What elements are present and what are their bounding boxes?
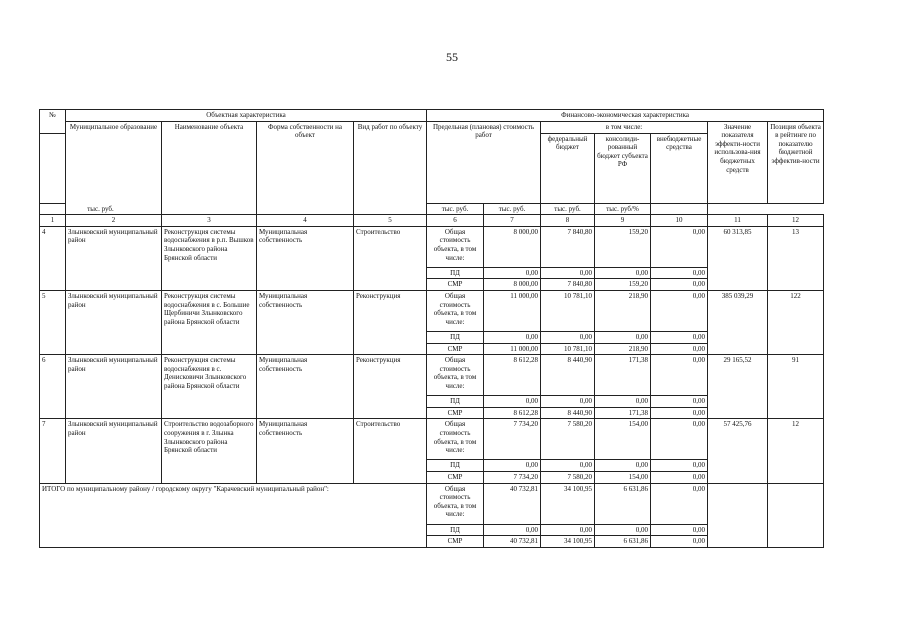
value-federal: 7 580,20 (541, 419, 595, 460)
label-total-cost: Общая стоимость объекта, в том числе: (427, 290, 484, 331)
value-smr: 8 612,28 (484, 407, 541, 419)
label-pd: ПД (427, 331, 484, 343)
value-federal: 8 440,90 (541, 355, 595, 396)
value-pd: 0,00 (651, 331, 708, 343)
header-ownership: Форма собственности на объект (257, 121, 354, 215)
row-no: 5 (40, 290, 66, 354)
value-pd: 0,00 (484, 396, 541, 408)
unit-indicator: тыс. руб/% (595, 203, 651, 215)
col-number: 5 (354, 215, 427, 227)
header-consolidated: консолиди-рованный бюджет субъекта РФ (595, 133, 651, 203)
col-number: 4 (257, 215, 354, 227)
col-number: 6 (427, 215, 484, 227)
value-consolidated: 159,20 (595, 226, 651, 267)
total-smr: 34 100,95 (541, 536, 595, 548)
header-finance-group: Финансово-экономическая характеристика (427, 110, 824, 122)
value-total: 7 734,20 (484, 419, 541, 460)
row-ownership: Муниципальная собственность (257, 355, 354, 419)
row-municipality: Злынковский муниципальный район (66, 419, 162, 483)
table-row (40, 226, 824, 267)
row-ownership: Муниципальная собственность (257, 290, 354, 354)
header-including: в том числе: (541, 121, 708, 133)
col-number: 1 (40, 215, 66, 227)
total-position (768, 483, 824, 547)
value-pd: 0,00 (484, 331, 541, 343)
col-number: 12 (768, 215, 824, 227)
header-empty-left (40, 133, 66, 203)
col-number: 3 (162, 215, 257, 227)
financial-table (39, 109, 824, 548)
value-smr: 171,38 (595, 407, 651, 419)
header-object-group: Объектная характеристика (66, 110, 427, 122)
value-smr: 159,20 (595, 279, 651, 291)
label-smr: СМР (427, 407, 484, 419)
row-work: Строительство (354, 419, 427, 483)
value-pd: 0,00 (541, 331, 595, 343)
value-total: 8 000,00 (484, 226, 541, 267)
header-indicator: Значение показателя эффекти-ности использова-ния бюджетных средств (708, 121, 768, 203)
label-smr: СМР (427, 471, 484, 483)
value-smr: 8 440,90 (541, 407, 595, 419)
total-row (40, 483, 824, 524)
value-federal: 10 781,10 (541, 290, 595, 331)
row-position: 13 (768, 226, 824, 290)
row-no: 6 (40, 355, 66, 419)
row-position: 122 (768, 290, 824, 354)
value-pd: 0,00 (651, 396, 708, 408)
value-extrabudget: 0,00 (651, 290, 708, 331)
row-indicator: 60 313,85 (708, 226, 768, 290)
table-row (40, 290, 824, 331)
col-number: 11 (708, 215, 768, 227)
row-ownership: Муниципальная собственность (257, 226, 354, 290)
value-pd: 0,00 (484, 267, 541, 279)
total-indicator (708, 483, 768, 547)
total-smr: 0,00 (651, 536, 708, 548)
value-smr: 7 840,80 (541, 279, 595, 291)
value-pd: 0,00 (595, 396, 651, 408)
col-number: 9 (595, 215, 651, 227)
value-smr: 11 000,00 (484, 343, 541, 355)
row-indicator: 385 039,29 (708, 290, 768, 354)
unit-cost: тыс. руб. (40, 203, 162, 215)
value-smr: 0,00 (651, 343, 708, 355)
value-smr: 0,00 (651, 471, 708, 483)
header-extrabudget: внебюджетные средства (651, 133, 708, 203)
col-number: 8 (541, 215, 595, 227)
total-value: 40 732,81 (484, 483, 541, 524)
value-smr: 0,00 (651, 407, 708, 419)
col-number: 2 (66, 215, 162, 227)
value-extrabudget: 0,00 (651, 355, 708, 396)
total-smr: 40 732,81 (484, 536, 541, 548)
total-label: ИТОГО по муниципальному району / городскому округу "Карачевский муниципальный район": (40, 483, 427, 547)
label-total-cost: Общая стоимость объекта, в том числе: (427, 419, 484, 460)
value-consolidated: 218,90 (595, 290, 651, 331)
page-number: 55 (446, 50, 458, 64)
header-municipality: Муниципальное образование (66, 121, 162, 215)
label-smr: СМР (427, 279, 484, 291)
row-object: Реконструкция системы водоснабжения в р.п. Вышков Злынковского района Брянской области (162, 226, 257, 290)
value-total: 11 000,00 (484, 290, 541, 331)
value-pd: 0,00 (651, 267, 708, 279)
total-extrabudget: 0,00 (651, 483, 708, 524)
label-pd: ПД (427, 267, 484, 279)
header-work-type: Вид работ по объекту (354, 121, 427, 215)
value-total: 8 612,28 (484, 355, 541, 396)
total-pd: 0,00 (484, 524, 541, 536)
row-no: 7 (40, 419, 66, 483)
value-consolidated: 171,38 (595, 355, 651, 396)
row-work: Строительство (354, 226, 427, 290)
unit-consolidated: тыс. руб. (484, 203, 541, 215)
table-row (40, 419, 824, 460)
header-federal: федеральный бюджет (541, 133, 595, 203)
header-no: № (40, 110, 66, 134)
value-pd: 0,00 (595, 331, 651, 343)
row-ownership: Муниципальная собственность (257, 419, 354, 483)
row-indicator: 57 425,76 (708, 419, 768, 483)
value-extrabudget: 0,00 (651, 226, 708, 267)
value-smr: 8 000,00 (484, 279, 541, 291)
header-position: Позиция объекта в рейтинге по показателю бюджетной эффектив-ности (768, 121, 824, 203)
row-object: Реконструкция системы водоснабжения в с. Большие Щербиничи Злынковского района Брянской области (162, 290, 257, 354)
label-total-cost: Общая стоимость объекта, в том числе: (427, 483, 484, 524)
label-total-cost: Общая стоимость объекта, в том числе: (427, 355, 484, 396)
row-position: 12 (768, 419, 824, 483)
value-pd: 0,00 (541, 267, 595, 279)
row-no: 4 (40, 226, 66, 290)
label-smr: СМР (427, 343, 484, 355)
unit-position (651, 203, 708, 215)
total-smr: 6 631,86 (595, 536, 651, 548)
label-pd: ПД (427, 524, 484, 536)
value-smr: 7 734,20 (484, 471, 541, 483)
value-pd: 0,00 (541, 396, 595, 408)
value-smr: 218,90 (595, 343, 651, 355)
value-pd: 0,00 (651, 460, 708, 472)
value-smr: 10 781,10 (541, 343, 595, 355)
value-smr: 7 580,20 (541, 471, 595, 483)
value-consolidated: 154,00 (595, 419, 651, 460)
value-pd: 0,00 (595, 267, 651, 279)
row-municipality: Злынковский муниципальный район (66, 355, 162, 419)
value-pd: 0,00 (541, 460, 595, 472)
value-federal: 7 840,80 (541, 226, 595, 267)
col-number: 10 (651, 215, 708, 227)
row-municipality: Злынковский муниципальный район (66, 290, 162, 354)
total-pd: 0,00 (595, 524, 651, 536)
total-pd: 0,00 (651, 524, 708, 536)
header-object-name: Наименование объекта (162, 121, 257, 215)
row-work: Реконструкция (354, 290, 427, 354)
value-pd: 0,00 (595, 460, 651, 472)
unit-federal: тыс. руб. (427, 203, 484, 215)
row-work: Реконструкция (354, 355, 427, 419)
label-total-cost: Общая стоимость объекта, в том числе: (427, 226, 484, 267)
row-municipality: Злынковский муниципальный район (66, 226, 162, 290)
value-pd: 0,00 (484, 460, 541, 472)
col-number: 7 (484, 215, 541, 227)
unit-extrabudget: тыс. руб. (541, 203, 595, 215)
value-smr: 0,00 (651, 279, 708, 291)
row-position: 91 (768, 355, 824, 419)
header-limit-cost: Предельная (плановая) стоимость работ (427, 121, 541, 203)
label-smr: СМР (427, 536, 484, 548)
label-pd: ПД (427, 460, 484, 472)
value-extrabudget: 0,00 (651, 419, 708, 460)
total-federal: 34 100,95 (541, 483, 595, 524)
row-object: Реконструкция системы водоснабжения в с. Денисковичи Злынковского района Брянской области (162, 355, 257, 419)
label-pd: ПД (427, 396, 484, 408)
table-row (40, 355, 824, 396)
total-consolidated: 6 631,86 (595, 483, 651, 524)
total-pd: 0,00 (541, 524, 595, 536)
row-indicator: 29 165,52 (708, 355, 768, 419)
row-object: Строительство водозаборного сооружения в г. Злынка Злынковского района Брянской области (162, 419, 257, 483)
value-smr: 154,00 (595, 471, 651, 483)
